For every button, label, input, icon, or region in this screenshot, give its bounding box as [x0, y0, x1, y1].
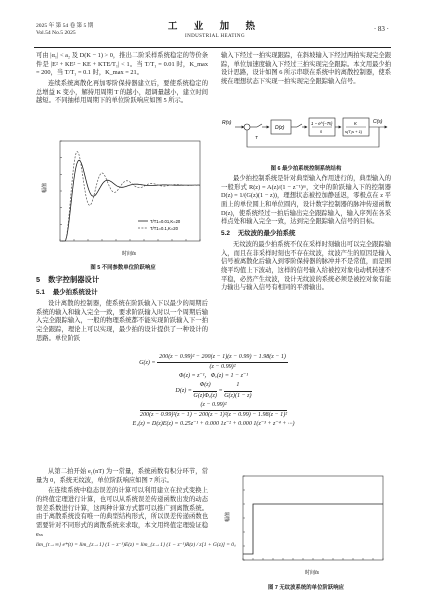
- fig7-series-step: [243, 504, 383, 554]
- journal-title-cn: 工 业 加 热: [167, 22, 263, 32]
- fig6-input-label: R(s): [222, 120, 232, 126]
- subsection-heading: [221, 230, 391, 239]
- figure-6: [221, 107, 391, 178]
- fig7-xlabel: 时间/s: [305, 570, 319, 576]
- fig7-ylabel: 幅值: [225, 511, 231, 522]
- eq-d-den1: G(z)Φₑ(z): [193, 392, 217, 399]
- figure-5: [38, 135, 208, 277]
- fig5-legend-2: T/T1=0.1,K=20: [150, 226, 178, 231]
- subsection-number: 5.2: [221, 230, 230, 238]
- fig6-diagram: [221, 107, 391, 159]
- fig7-caption: 图 7 无纹波系统的单位阶跃响应: [267, 584, 345, 591]
- fig5-series-1: [60, 160, 200, 241]
- eq-g-denominator: (z − 0.99)²: [209, 364, 236, 371]
- page-number: · 83 ·: [373, 25, 389, 33]
- equation-block: [36, 353, 391, 429]
- fig6-zoh-den: s: [320, 129, 323, 134]
- fig6-sampler-2: [297, 124, 302, 127]
- fig5-chart: [38, 135, 208, 258]
- fig6-zoh-num: 1 − e^{−Ts}: [311, 121, 333, 126]
- eq-g-lhs: G(z) =: [139, 360, 158, 367]
- fig5-ylabel: 幅值: [42, 182, 48, 193]
- fig7-chart: [221, 470, 391, 578]
- fig6-sampler-1: [257, 124, 262, 127]
- fig5-caption: 图 5 不同参数单位阶跃响应: [90, 264, 156, 271]
- paragraph: 输入下经过一拍实现跟踪，在斜坡输入下经过两拍实现完全跟踪，单位加速度输入下经过三拍实现完全跟踪。本文用最少拍设计思路，设计如图 6 所示串联在系统中的离散控制器，使系统在理想状态下实现一拍实现完全跟踪输入信号。: [221, 52, 392, 86]
- section-5: [36, 268, 208, 345]
- subsection-heading: [36, 289, 208, 298]
- paragraph: 在连续系统中稳态误差的计算可以利用建立在拉式变换上的终值定理进行计算，也可以从系统误差传递函数出发的动态误差系数进行计算，这两种计算方式都可以推广到离散系统。由于离散系统没有唯一的典型结构形式，所以误差传递函数也需要针对不同形式的离散系统来求取，本文用终值定理验证稳 eₛₛ: [36, 487, 208, 538]
- fig6-plant-num: K: [354, 121, 357, 126]
- equation-d2: [36, 401, 391, 420]
- paragraph: 从第二拍开始 e₁(nT) 为一常量，系统函数有积分环节，常量为 0，系统无纹波，单位阶跃响应如图 7 所示。: [36, 468, 208, 484]
- fig6-controller-label: D(z): [275, 125, 285, 131]
- equation-e1: E₁(z) = D(z)E(z) = 0.25z⁻¹ + 0.000 1z⁻² + 0.000 1(z⁻³ + z⁻⁴ + ···): [132, 420, 295, 427]
- eq-g-numerator: 200(z − 0.99)² − 200(z − 1)(z − 0.99) − 1.98(z − 1): [157, 353, 288, 363]
- subsection-title: 无纹波的最少拍系统: [237, 230, 296, 238]
- fig6-sample-period-label: T: [255, 135, 258, 140]
- fig6-output-label: C(s): [373, 119, 383, 125]
- eq-d-equals: =: [218, 388, 223, 395]
- paragraph: 可由 |α₁| < a₂ 及 D(K − 1) > 0，推出二阶采样系统稳定的等价条件是 |E² + KE² − KE + KTE/T₁| < 1。当 T/T₁ = 0.01 时，K_max = 200，当 T/T₁ = 0.1 时，K_max = 21。: [36, 52, 208, 77]
- fig5-series-2: [60, 152, 200, 241]
- fig6-plant-den: s(T₁s + 1): [345, 129, 363, 134]
- right-column-middle: [221, 175, 391, 295]
- section-number: 5: [36, 275, 41, 284]
- fig6-caption: 图 6 最少拍系统控制系统结构: [270, 165, 342, 172]
- eq-d-num2: 1: [224, 381, 251, 391]
- eq-d2-numerator: (z − 0.99)²: [140, 401, 287, 411]
- equation-d: [36, 381, 391, 400]
- subsection-number: 5.1: [36, 289, 45, 297]
- fig5-legend: [138, 219, 181, 231]
- fig5-xlabel: 时间/s: [122, 251, 136, 257]
- eq-d-den2: G(z)(1 − z): [224, 392, 252, 399]
- section-title: 数字控制器设计: [48, 275, 100, 284]
- eq-d-num1: Φ(z): [193, 381, 217, 391]
- fig7-frame: [243, 476, 383, 560]
- eq-d-lhs: D(z) =: [175, 388, 194, 395]
- right-column-top: [221, 52, 391, 89]
- volume-info-en: Vol.54 No.5 2025: [36, 29, 76, 36]
- fig6-sum-junction: [244, 124, 250, 130]
- fig5-legend-1: T/T1=0.01,K=20: [150, 219, 181, 224]
- volume-info: [36, 23, 93, 37]
- journal-title: [150, 21, 280, 41]
- left-column-top: [36, 52, 208, 108]
- paragraph: 连续系统离散化再加零阶保持器建立后，要使系统稳定的总增益 K 变小，解持用周期 T 的越小，超调量越小，建立时间越短。不同抽样用周期下的单位阶跃响应如图 5 所示。: [36, 80, 208, 105]
- section-heading: [36, 275, 208, 285]
- eq-d2-denominator: 200(z − 0.99)²(z − 1) − 200(z − 1)²(z − 0.99) − 1.98(z − 1)²: [139, 411, 288, 418]
- header-divider: [34, 47, 391, 48]
- equation-g: [36, 353, 391, 372]
- subsection-title: 最少拍系统设计: [52, 289, 98, 297]
- fig5-frame: [60, 141, 200, 241]
- paragraph: 无纹波的最少拍系统不仅在采样时刻输出可以完全跟踪输入，而且在非采样时刻也不存在纹波，纹波产生的原因是输入信号被离散化后输入到零阶保持器的脉冲并不是常值，而是围绕平均值上下波动，这样的信号输入给被控对象电动机转速不平稳，必然产生纹波，设计无纹波的系统必须是被控对象有能力输出与输入信号有相同的平滑输出。: [221, 240, 392, 292]
- journal-title-en: INDUSTRIAL HEATING: [185, 34, 245, 40]
- equation-phi: Φ(z) = z⁻¹，Φₑ(z) = 1 − z⁻¹: [178, 373, 249, 380]
- paragraph: 最少拍控制系统是针对典型输入作用进行的，典型输入的一般形式 R(z) = A(z)/(1 − z⁻¹)ᵐ，文中的阶跃输入下的控制器 D(z) = 1/(G(z)(1 − z))，理想状态被控加静延迟，零极点在 z 平面上的单位圆上和单位圆内，设计数字控制器的脉冲传递函数 D(z)，使系统经过一拍后输出完全跟踪输入，输入序列在各采样点处和输入完全一致，达到完全跟踪输入信号的目标。: [221, 175, 392, 226]
- volume-info-cn: 2025 年 第 54 卷 第 5 期: [36, 23, 94, 29]
- paragraph: 设计离散的控制器，使系统在阶跃输入下以最少的周期后系统的输入和输入完全一致，要求阶跃输入时以一个周期后输入完全跟踪输入，一般的物理系统都不能实现阶跃输入下一拍完全跟踪，理论上可以实现，最少拍的设计提供了一种设计的思路。单位阶跃: [36, 299, 208, 342]
- figure-7: [221, 470, 391, 597]
- equation-limit: lim_{t→∞} e*(t) = lim_{z→1} (1 − z⁻¹)E(z) = lim_{z→1} (1 − z⁻¹)R(z) / z[1 + G(z)] = 0。: [36, 541, 240, 548]
